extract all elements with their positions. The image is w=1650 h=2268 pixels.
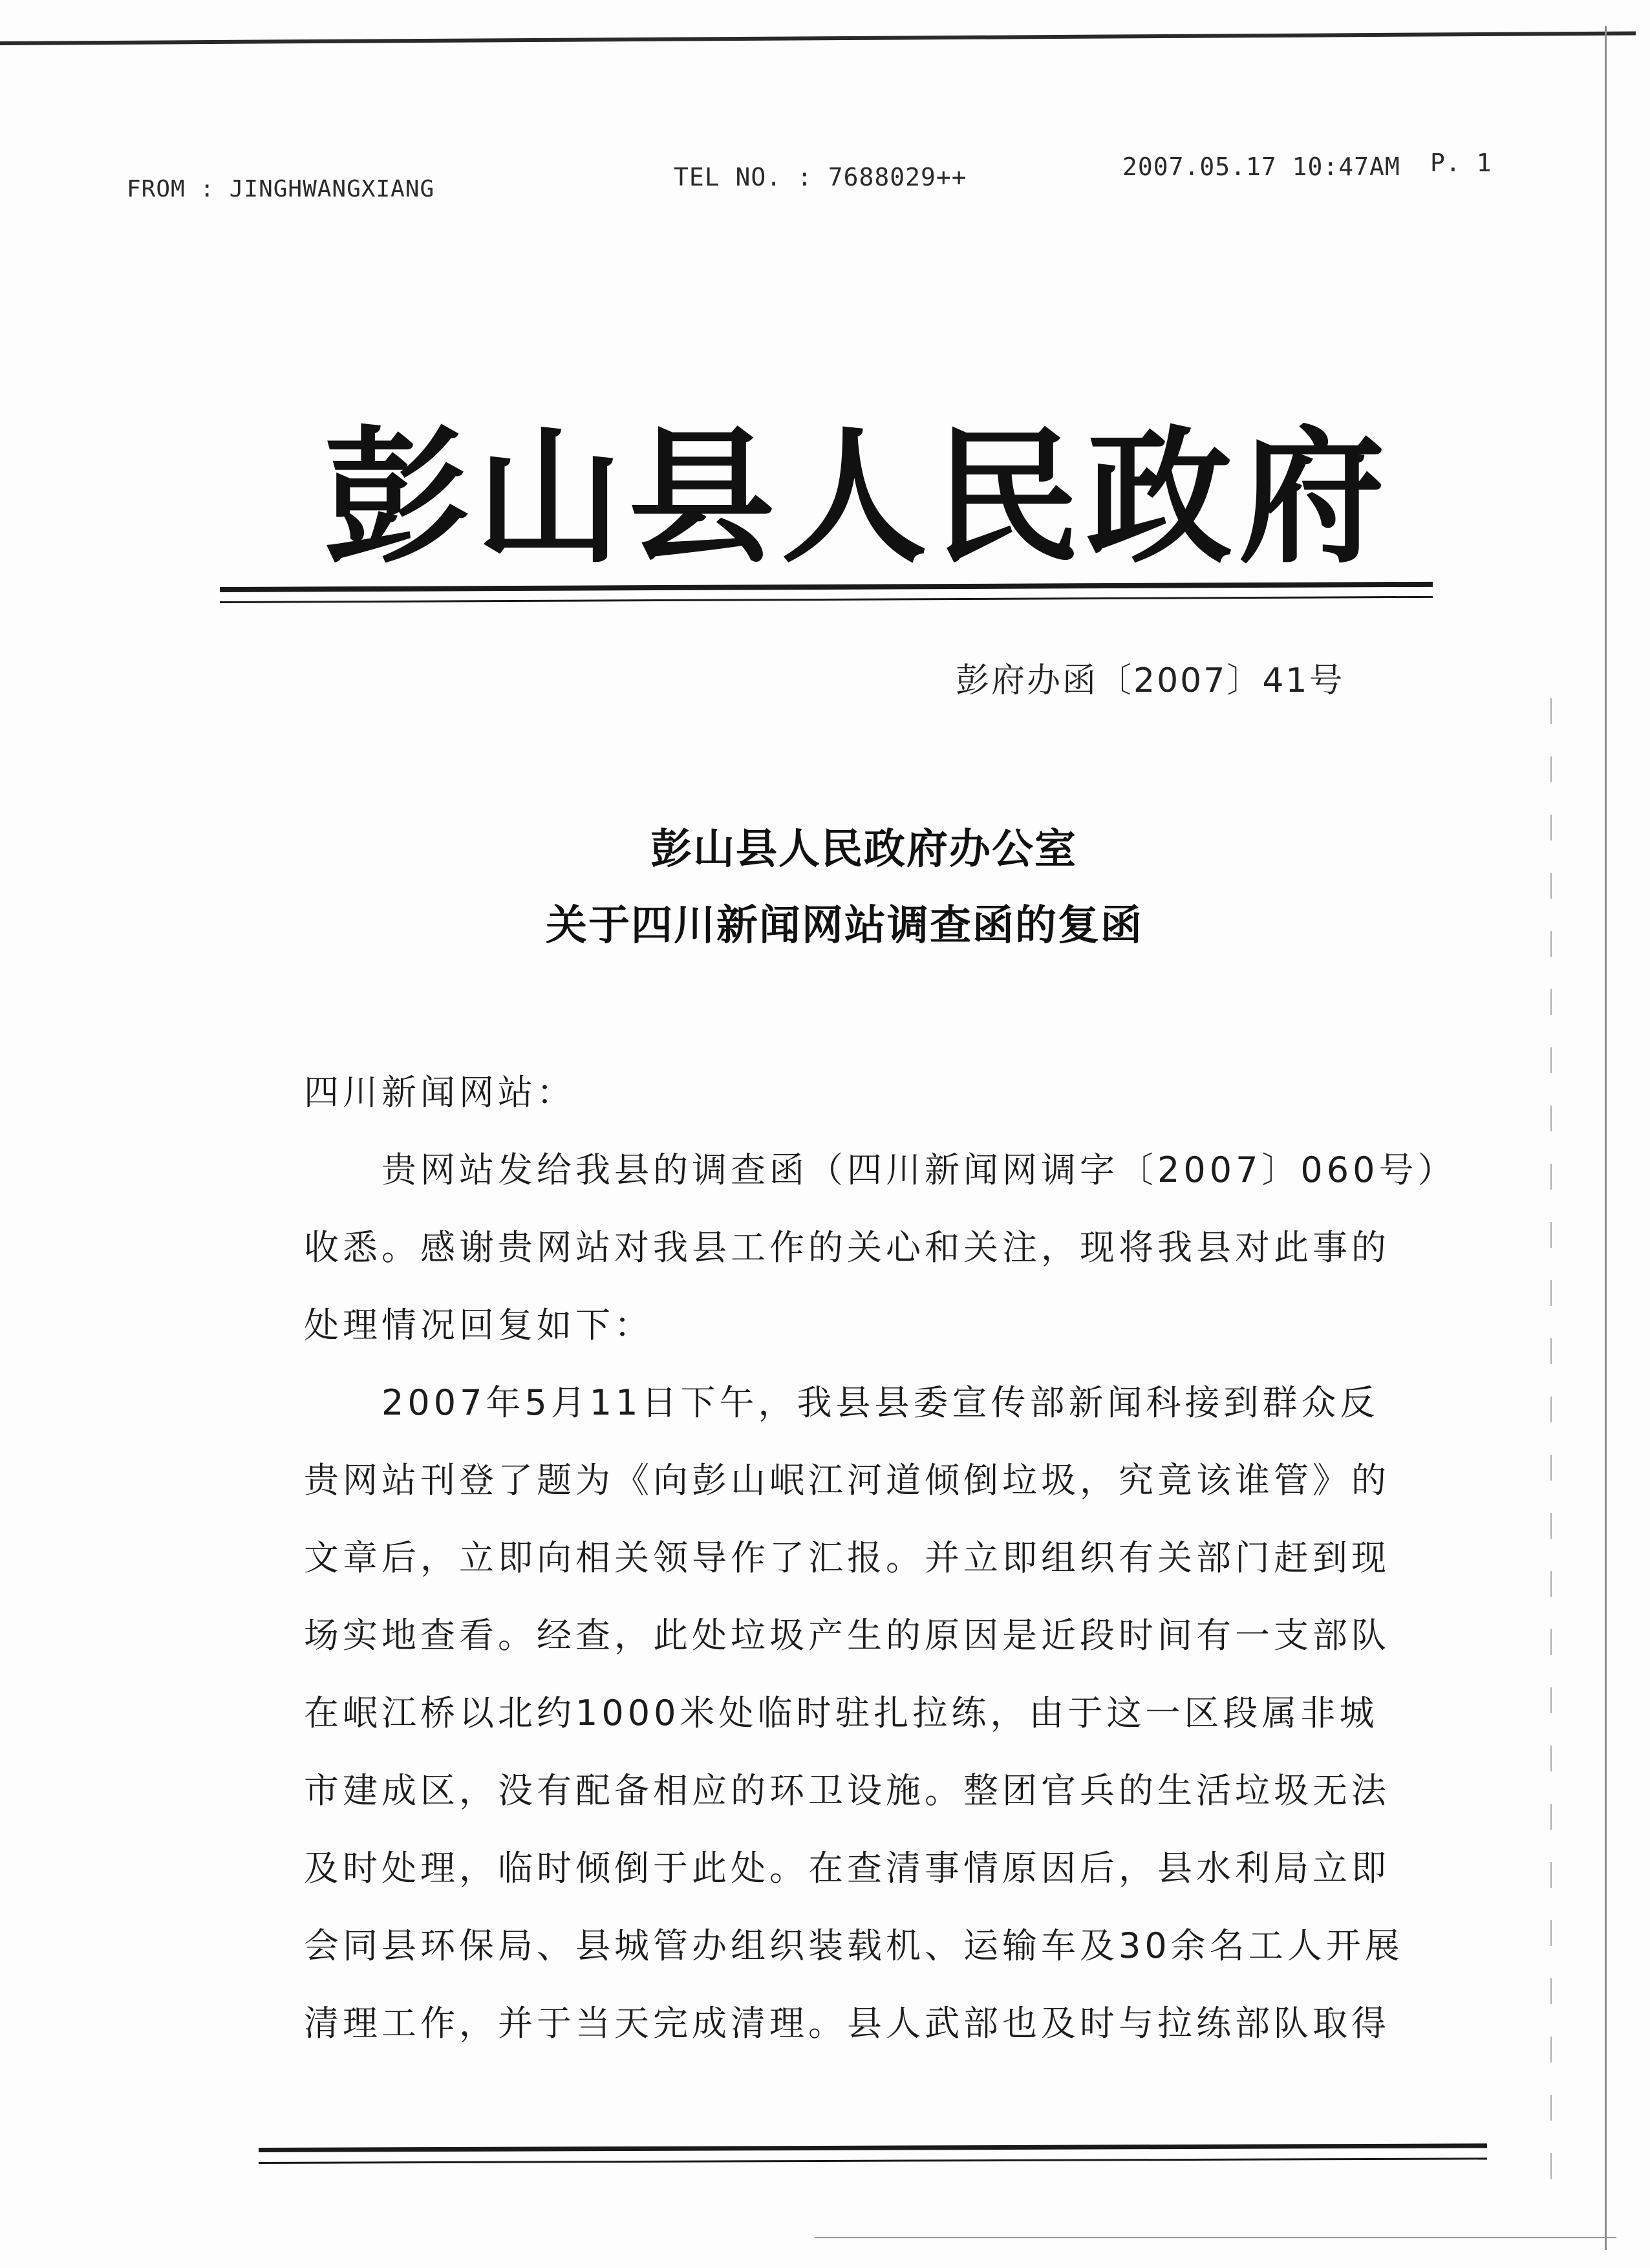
body-line: 市建成区，没有配备相应的环卫设施。整团官兵的生活垃圾无法 bbox=[304, 1770, 1390, 1811]
body-line: 贵网站刊登了题为《向彭山岷江河道倾倒垃圾，究竟该谁管》的 bbox=[304, 1460, 1390, 1501]
title-line-1: 彭山县人民政府办公室 bbox=[650, 826, 1077, 873]
fax-from: FROM : JINGHWANGXIANG bbox=[127, 176, 435, 202]
body-line: 清理工作，并于当天完成清理。县人武部也及时与拉练部队取得 bbox=[304, 2003, 1390, 2044]
footer-rule-thin bbox=[259, 2157, 1487, 2164]
body-line: 会同县环保局、县城管办组织装载机、运输车及30余名工人开展 bbox=[304, 1925, 1404, 1966]
body-line: 收悉。感谢贵网站对我县工作的关心和关注，现将我县对此事的 bbox=[304, 1227, 1390, 1268]
letterhead-title: 彭山县人民政府 bbox=[323, 412, 1392, 583]
body-line: 处理情况回复如下： bbox=[304, 1305, 653, 1345]
letterhead-rule-thin bbox=[220, 596, 1433, 603]
body-line: 文章后，立即向相关领导作了汇报。并立即组织有关部门赶到现 bbox=[304, 1537, 1390, 1578]
footer-rule-thick bbox=[259, 2143, 1487, 2152]
salutation: 四川新闻网站： bbox=[304, 1072, 575, 1113]
body-line: 及时处理，临时倾倒于此处。在查清事情原因后，县水利局立即 bbox=[304, 1848, 1390, 1888]
scan-edge-bottom bbox=[815, 2237, 1616, 2238]
title-line-2: 关于四川新闻网站调查函的复函 bbox=[546, 902, 1143, 950]
fax-datetime: 2007.05.17 10:47AM bbox=[1122, 153, 1400, 181]
body-paragraphs bbox=[304, 1131, 1457, 2062]
body-line: 在岷江桥以北约1000米处临时驻扎拉练，由于这一区段属非城 bbox=[304, 1693, 1378, 1733]
document-number: 彭府办函〔2007〕41号 bbox=[956, 661, 1345, 700]
fax-page-number: P. 1 bbox=[1430, 149, 1492, 177]
body-line: 贵网站发给我县的调查函（四川新闻网调字〔2007〕060号） bbox=[304, 1150, 1457, 1190]
letterhead-rule-thick bbox=[220, 582, 1433, 592]
scan-edge-top bbox=[0, 32, 1636, 45]
body-line: 2007年5月11日下午，我县县委宣传部新闻科接到群众反 bbox=[304, 1382, 1379, 1423]
scan-edge-right bbox=[1605, 26, 1607, 2250]
body-line: 场实地查看。经查，此处垃圾产生的原因是近段时间有一支部队 bbox=[304, 1615, 1390, 1656]
fax-tel: TEL NO. : 7688029++ bbox=[674, 163, 967, 191]
